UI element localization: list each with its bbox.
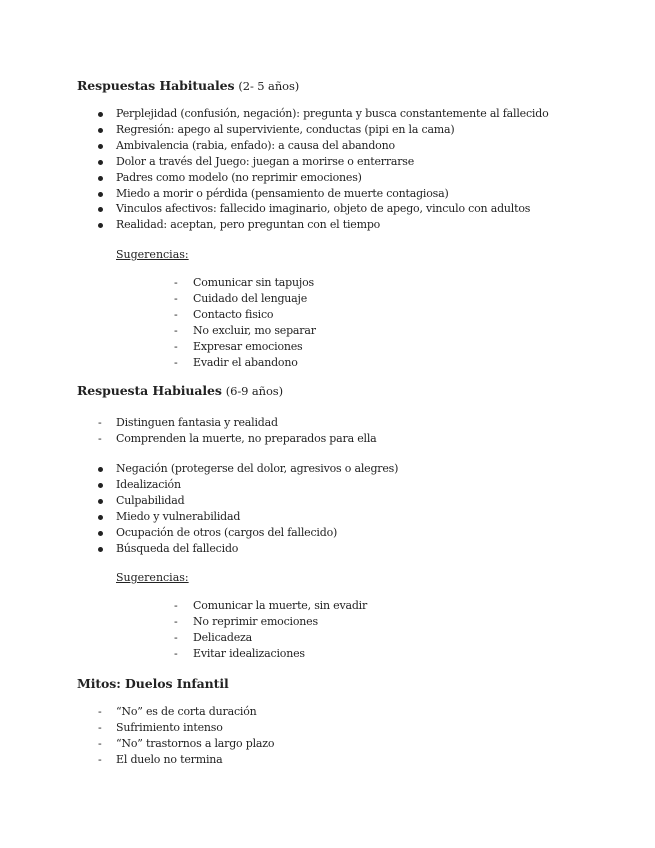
list-item: Dolor a través del Juego: juegan a morirse o enterrarse — [116, 154, 415, 168]
heading-age: (2- 5 años) — [238, 79, 300, 93]
dash-icon: - — [98, 431, 102, 445]
list-item: Comunicar la muerte, sin evadir — [193, 599, 368, 612]
dash-icon: - — [174, 630, 178, 644]
dash-icon: - — [98, 752, 102, 766]
list-item: Ocupación de otros (cargos del fallecido) — [116, 525, 338, 539]
list-item: No excluir, mo separar — [193, 323, 316, 337]
bullet-icon — [98, 207, 103, 212]
section-heading-6-9 — [77, 383, 283, 398]
list-item: Comprenden la muerte, no preparados para ella — [116, 431, 377, 445]
list-item: Sufrimiento intenso — [116, 720, 223, 734]
list-item: Realidad: aceptan, pero preguntan con el tiempo — [116, 218, 381, 232]
list-item: No reprimir emociones — [193, 614, 318, 628]
bullet-icon — [98, 499, 103, 504]
bullet-icon — [98, 176, 103, 181]
suggestions-label: Sugerencias: — [116, 571, 189, 584]
list-item: Regresión: apego al superviviente, conductas (pipi en la cama) — [116, 122, 455, 136]
list-item: Culpabilidad — [116, 493, 185, 507]
section-heading-2-5 — [77, 78, 299, 93]
list-item: Distinguen fantasia y realidad — [116, 416, 278, 429]
section-heading-mitos — [77, 676, 229, 691]
list-item: Miedo y vulnerabilidad — [116, 509, 241, 523]
dash-icon: - — [98, 720, 102, 734]
list-item: “No” es de corta duración — [116, 705, 257, 718]
bullet-icon — [98, 223, 103, 228]
list-item: Delicadeza — [193, 630, 252, 644]
list-item: “No” trastornos a largo plazo — [116, 736, 275, 750]
heading-title: Respuesta Habiuales — [77, 383, 222, 398]
heading-title: Respuestas Habituales — [77, 78, 235, 93]
dash-icon: - — [174, 614, 178, 628]
bullet-icon — [98, 467, 103, 472]
dash-icon: - — [174, 646, 178, 660]
list-item: Negación (protegerse del dolor, agresivos o alegres) — [116, 462, 399, 475]
bullet-icon — [98, 192, 103, 197]
list-item: Evitar idealizaciones — [193, 646, 305, 660]
list-item: Expresar emociones — [193, 339, 303, 353]
bullet-icon — [98, 531, 103, 536]
list-item: Padres como modelo (no reprimir emociones) — [116, 170, 362, 184]
list-item: El duelo no termina — [116, 752, 223, 766]
heading-title: Mitos: Duelos Infantil — [77, 676, 229, 691]
bullet-icon — [98, 547, 103, 552]
dash-icon: - — [98, 705, 102, 718]
list-item: Vinculos afectivos: fallecido imaginario, objeto de apego, vinculo con adultos — [116, 202, 531, 216]
list-item: Ambivalencia (rabia, enfado): a causa del abandono — [116, 138, 395, 152]
list-item: Búsqueda del fallecido — [116, 541, 239, 555]
bullet-icon — [98, 160, 103, 165]
bullet-icon — [98, 128, 103, 133]
list-item: Perplejidad (confusión, negación): pregunta y busca constantemente al fallecido — [116, 107, 549, 120]
list-item: Cuidado del lenguaje — [193, 291, 308, 305]
dash-icon: - — [174, 307, 178, 321]
list-item: Evadir el abandono — [193, 355, 298, 369]
list-item: Contacto fisico — [193, 307, 274, 321]
dash-icon: - — [174, 323, 178, 337]
suggestions-label: Sugerencias: — [116, 248, 189, 261]
list-item: Miedo a morir o pérdida (pensamiento de muerte contagiosa) — [116, 186, 449, 200]
bullet-icon — [98, 515, 103, 520]
dash-icon: - — [174, 355, 178, 369]
dash-icon: - — [174, 599, 178, 612]
dash-icon: - — [174, 291, 178, 305]
heading-age: (6-9 años) — [225, 384, 283, 398]
dash-icon: - — [174, 339, 178, 353]
dash-icon: - — [98, 736, 102, 750]
dash-icon: - — [174, 276, 178, 289]
bullet-icon — [98, 144, 103, 149]
list-item: Comunicar sin tapujos — [193, 276, 314, 289]
bullet-icon — [98, 112, 103, 117]
dash-icon: - — [98, 416, 102, 429]
list-item: Idealización — [116, 477, 181, 491]
bullet-icon — [98, 483, 103, 488]
